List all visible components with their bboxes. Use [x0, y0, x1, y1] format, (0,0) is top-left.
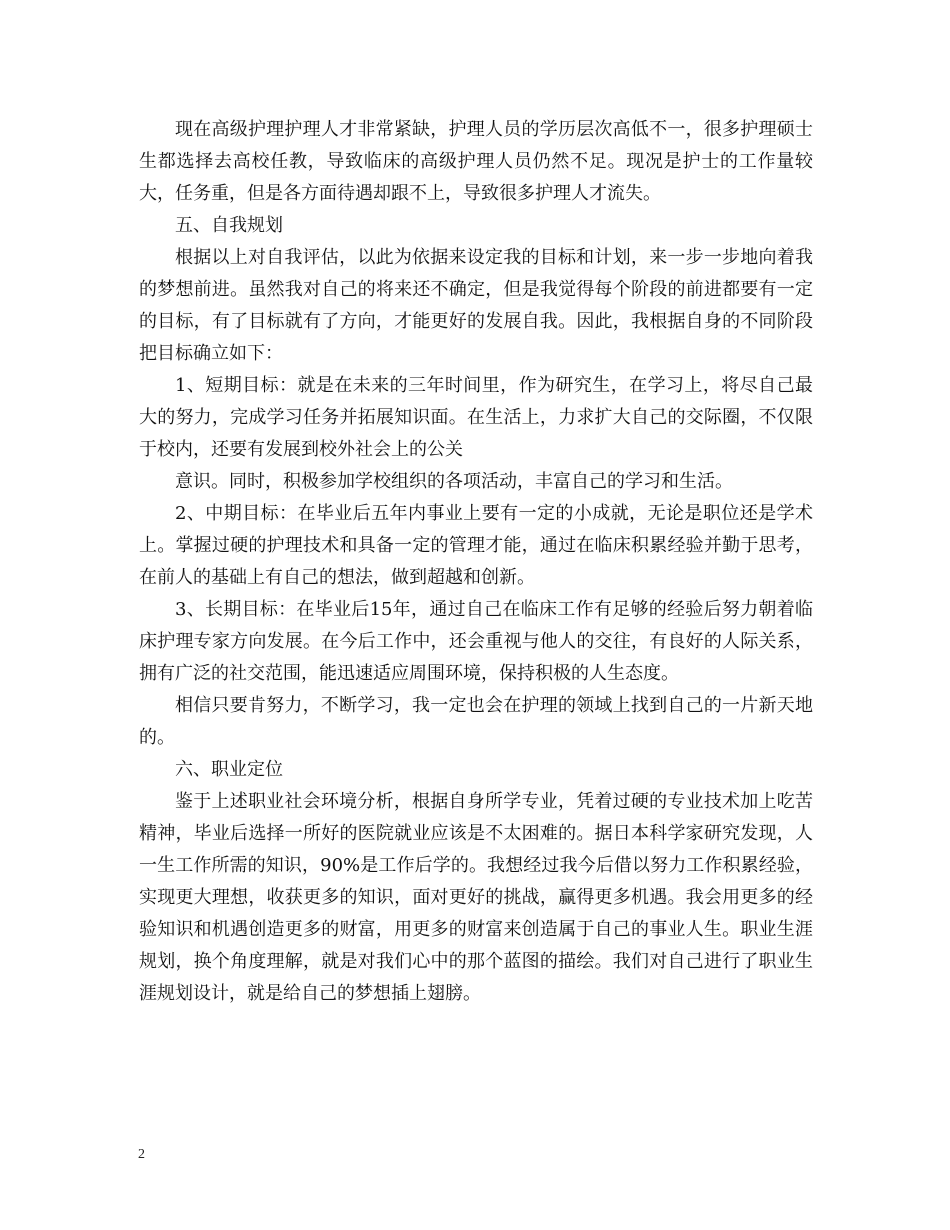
- section-heading-career-positioning: 六、职业定位: [175, 759, 283, 780]
- paragraph-short-term-goal-continued: 意识。同时，积极参加学校组织的各项活动，丰富自己的学习和生活。: [175, 471, 733, 492]
- page-number: 2: [138, 1147, 145, 1162]
- paragraph-mid-term-goal: 2、中期目标：在毕业后五年内事业上要有一定的小成就，无论是职位还是学术上。掌握过硬的护理技术和具备一定的管理才能，通过在临床积累经验并勤于思考，在前人的基础上有自己的想法，做到超越和创新。: [139, 503, 813, 588]
- paragraph-goal-setting: 根据以上对自我评估，以此为依据来设定我的目标和计划，来一步一步地向着我的梦想前进。虽然我对自己的将来还不确定，但是我觉得每个阶段的前进都要有一定的目标，有了目标就有了方向，才能更好的发展自我。因此，我根据自身的不同阶段把目标确立如下：: [139, 247, 813, 364]
- paragraph-long-term-goal: 3、长期目标：在毕业后15年，通过自己在临床工作有足够的经验后努力朝着临床护理专家方向发展。在今后工作中，还会重视与他人的交往，有良好的人际关系，拥有广泛的社交范围，能迅速适应周围环境，保持积极的人生态度。: [139, 599, 813, 684]
- document-body: [139, 114, 813, 1010]
- paragraph-career-analysis: 鉴于上述职业社会环境分析，根据自身所学专业，凭着过硬的专业技术加上吃苦精神，毕业后选择一所好的医院就业应该是不太困难的。据日本科学家研究发现，人一生工作所需的知识，90%是工作后学的。我想经过我今后借以努力工作积累经验，实现更大理想，收获更多的知识，面对更好的挑战，赢得更多机遇。我会用更多的经验知识和机遇创造更多的财富，用更多的财富来创造属于自己的事业人生。职业生涯规划，换个角度理解，就是对我们心中的那个蓝图的描绘。我们对自己进行了职业生涯规划设计，就是给自己的梦想插上翅膀。: [139, 791, 813, 1004]
- section-heading-self-planning: 五、自我规划: [175, 215, 283, 236]
- paragraph-short-term-goal: 1、短期目标：就是在未来的三年时间里，作为研究生，在学习上，将尽自己最大的努力，完成学习任务并拓展知识面。在生活上，力求扩大自己的交际圈，不仅限于校内，还要有发展到校外社会上的公关: [139, 375, 813, 460]
- paragraph-belief: 相信只要肯努力，不断学习，我一定也会在护理的领域上找到自己的一片新天地的。: [139, 695, 813, 748]
- paragraph-nursing-talent: 现在高级护理护理人才非常紧缺，护理人员的学历层次高低不一，很多护理硕士生都选择去高校任教，导致临床的高级护理人员仍然不足。现况是护士的工作量较大，任务重，但是各方面待遇却跟不上，导致很多护理人才流失。: [139, 119, 813, 204]
